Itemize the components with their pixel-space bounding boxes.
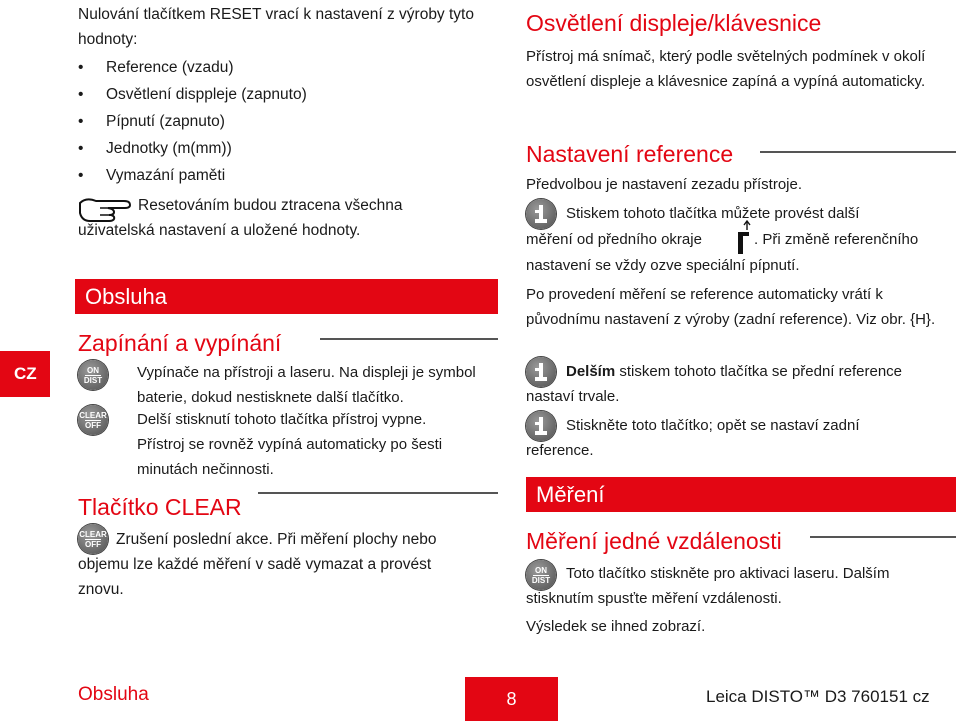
distance-text-1a: Toto tlačítko stiskněte pro aktivaci laseru. Dalším [566, 565, 890, 582]
light-text: Přístroj má snímač, který podle světelných podmínek v okolí osvětlení displeje a klávesnice zapíná a vypíná automaticky. [526, 48, 926, 90]
list-item: • Pípnutí (zapnuto) [78, 108, 498, 135]
clear-off-button-icon [78, 405, 108, 435]
light-heading: Osvětlení displeje/klávesnice [526, 10, 822, 36]
section-bar-mereni [526, 477, 956, 512]
onoff-text-1: Vypínače na přístroji a laseru. Na displeji je symbol baterie, dokud nestisknete další tlačítko. [137, 364, 476, 406]
reference-text-2a: Stiskem tohoto tlačítka můžete provést další [566, 205, 860, 222]
button-label-bottom: DIST [83, 375, 103, 385]
reset-intro: Nulování tlačítkem RESET vrací k nastavení z výroby tyto hodnoty: [78, 6, 474, 48]
distance-text-2: Výsledek se ihned zobrazí. [526, 618, 706, 635]
reference-button-icon [526, 357, 556, 387]
button-label-bottom: OFF [85, 539, 101, 549]
onoff-heading: Zapínání a vypínání [78, 330, 282, 356]
button-label-top: CLEAR [79, 529, 107, 539]
list-item: • Jednotky (m(mm)) [78, 135, 498, 162]
button-label-top: CLEAR [79, 410, 107, 420]
footer-section: Obsluha [78, 684, 149, 705]
section-bar-label: Obsluha [85, 284, 167, 309]
reset-list [78, 54, 498, 189]
list-item: • Reference (vzadu) [78, 54, 498, 81]
heading-rule [258, 492, 498, 494]
button-label-top: ON [87, 365, 99, 375]
reset-note: Resetováním budou ztracena všechna uživatelská nastavení a uložené hodnoty. [78, 197, 403, 239]
onoff-text-3: Přístroj se rovněž vypíná automaticky po šesti minutách nečinnosti. [137, 436, 443, 478]
bold-word: Delším [566, 363, 616, 380]
section-bar-obsluha [75, 279, 498, 314]
list-item: • Vymazání paměti [78, 162, 498, 189]
language-tab-label: CZ [14, 364, 37, 383]
reference-text-3: Po provedení měření se reference automaticky vrátí k původnímu nastavení z výroby (zadní reference). Viz obr. {H}. [526, 286, 936, 328]
reference-text-2c: . Při změně referenčního [754, 231, 919, 248]
page-number: 8 [465, 677, 558, 721]
reference-text-5a: Stiskněte toto tlačítko; opět se nastaví zadní [566, 417, 860, 434]
on-dist-button-icon [78, 360, 108, 390]
footer-product: Leica DISTO™ D3 760151 cz [706, 687, 930, 706]
clear-heading: Tlačítko CLEAR [78, 494, 242, 520]
section-bar-label: Měření [536, 482, 605, 507]
reference-text-4-rest: stiskem tohoto tlačítka se přední reference [615, 363, 903, 380]
reference-text-2d: nastavení se vždy ozve speciální pípnutí. [526, 257, 800, 274]
reference-heading: Nastavení reference [526, 141, 734, 167]
clear-text: Zrušení poslední akce. Při měření plochy nebo objemu lze každé měření v sadě vymazat a provést znovu. [78, 531, 437, 598]
list-item: • Osvětlení disppleje (zapnuto) [78, 81, 498, 108]
front-reference-icon [734, 220, 752, 256]
heading-rule [320, 338, 498, 340]
reference-text-1: Předvolbou je nastavení zezadu přístroje. [526, 176, 802, 193]
reference-text-4b: nastaví trvale. [526, 388, 620, 405]
reference-text-4 [566, 359, 902, 384]
language-tab [0, 351, 50, 397]
distance-heading: Měření jedné vzdálenosti [526, 528, 782, 554]
distance-text-1b: stisknutím spusťte měření vzdálenosti. [526, 590, 782, 607]
reference-button-icon [526, 411, 556, 441]
onoff-text-2: Delší stisknutí tohoto tlačítka přístroj vypne. [137, 411, 427, 428]
heading-rule [810, 536, 956, 538]
reference-text-2b: měření od předního okraje [526, 231, 702, 248]
heading-rule [760, 151, 956, 153]
button-label-bottom: OFF [85, 420, 101, 430]
reference-button-icon [526, 199, 556, 229]
button-label-bottom: DIST [531, 575, 551, 585]
button-label-top: ON [535, 565, 547, 575]
reference-text-5b: reference. [526, 442, 594, 459]
